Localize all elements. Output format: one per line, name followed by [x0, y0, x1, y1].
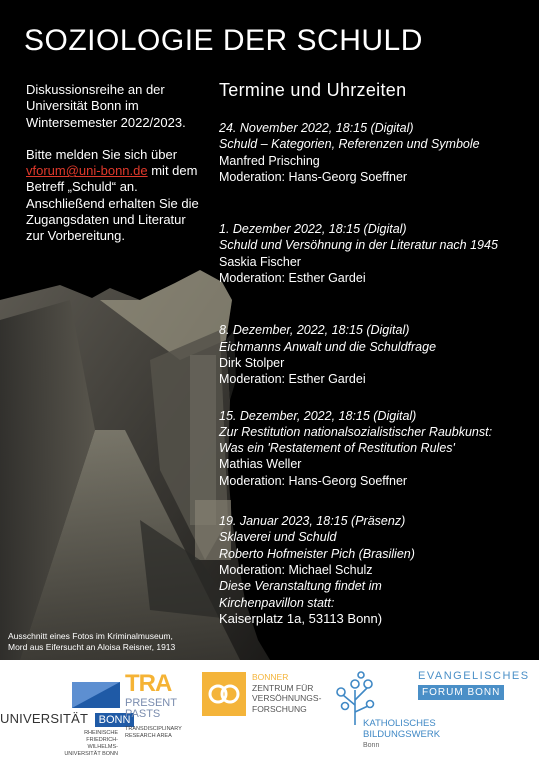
event-topic: Schuld – Kategorien, Referenzen und Symbole [219, 137, 480, 152]
tra-sub-line: TRANSDISCIPLINARY [125, 726, 182, 732]
event-speaker: Roberto Hofmeister Pich (Brasilien) [219, 546, 415, 561]
event-speaker: Dirk Stolper [219, 355, 285, 370]
zentrum-line: ZENTRUM FÜR [252, 682, 314, 693]
uni-logo-triangle [72, 682, 120, 708]
registration-text-before: Bitte melden Sie sich über [26, 146, 178, 162]
zentrum-mark [202, 672, 246, 716]
efb-top: EVANGELISCHES [418, 670, 530, 682]
event-moderation: Moderation: Esther Gardei [219, 372, 366, 387]
linked-rings-icon [202, 672, 246, 716]
event-moderation: Moderation: Hans-Georg Soeffner [219, 473, 408, 488]
uni-logo-mark [72, 682, 120, 708]
schedule-heading: Termine und Uhrzeiten [219, 80, 407, 100]
page-title: SOZIOLOGIE DER SCHULD [24, 24, 423, 57]
evangelisches-forum-logo[interactable] [418, 670, 534, 710]
schedule [219, 80, 531, 660]
event-topic: Zur Restitution nationalsozialistischer Raubkunst: [219, 424, 493, 439]
intro-text [26, 82, 204, 261]
event-topic: Schuld und Versöhnung in der Literatur nach 1945 [219, 238, 498, 253]
uni-bonn-logo[interactable] [0, 670, 130, 760]
tra-word: PASTS [125, 708, 161, 720]
event-item [219, 322, 531, 387]
tra-sub-line: RESEARCH AREA [125, 733, 172, 739]
event-speaker: Manfred Prisching [219, 153, 320, 168]
event-date: 8. Dezember, 2022, 18:15 (Digital) [219, 323, 410, 338]
tra-present-pasts-logo[interactable] [125, 672, 185, 762]
event-speaker: Saskia Fischer [219, 254, 301, 269]
event-date: 24. November 2022, 18:15 (Digital) [219, 121, 414, 135]
uni-sub-line: FRIEDRICH-WILHELMS- [86, 737, 118, 750]
event-moderation: Moderation: Esther Gardei [219, 271, 366, 286]
uni-name-box: BONN [95, 713, 135, 727]
event-item [219, 120, 531, 185]
tree-icon [335, 670, 375, 725]
email-link[interactable]: vforum@uni-bonn.de [26, 163, 148, 179]
tra-word: PRESENT [125, 697, 177, 709]
tra-subtitle [125, 726, 185, 740]
uni-sub-line: RHEINISCHE [84, 730, 118, 736]
zentrum-line: BONNER [252, 672, 289, 682]
tra-words [125, 698, 185, 720]
event-speaker: Mathias Weller [219, 457, 302, 472]
zentrum-line: FORSCHUNG [252, 703, 307, 714]
kbw-city: Bonn [363, 742, 380, 749]
event-note-line2: Kirchenpavillon statt: [219, 595, 335, 610]
event-note: Diese Veranstaltung findet im [219, 579, 382, 594]
sponsor-logos [0, 660, 539, 768]
efb-box: FORUM BONN [418, 685, 504, 700]
event-topic: Sklaverei und Schuld [219, 530, 337, 545]
event-place: Kaiserplatz 1a, 53113 Bonn) [219, 610, 383, 626]
kbw-text [363, 718, 440, 751]
event-moderation: Moderation: Hans-Georg Soeffner [219, 169, 408, 184]
uni-sub-line: UNIVERSITÄT BONN [64, 751, 118, 757]
kbw-line: BILDUNGSWERK [363, 729, 441, 740]
uni-subtitle [60, 730, 118, 758]
tra-letters: TRA [125, 670, 172, 697]
zentrum-line: VERSÖHNUNGS- [252, 693, 322, 703]
event-topic: Eichmanns Anwalt und die Schuldfrage [219, 339, 437, 354]
bonner-zentrum-logo[interactable] [202, 672, 332, 732]
uni-name [0, 710, 134, 728]
intro-paragraph: Diskussionsreihe an der Universität Bonn im Wintersemester 2022/2023. [26, 82, 186, 130]
event-date: 15. Dezember, 2022, 18:15 (Digital) [219, 408, 417, 423]
event-item [219, 221, 531, 286]
caption-line: Mord aus Eifersucht an Aloisa Reisner, 1913 [8, 642, 176, 652]
caption-line: Ausschnitt eines Fotos im Kriminalmuseum, [8, 631, 173, 641]
event-date: 1. Dezember 2022, 18:15 (Digital) [219, 222, 407, 237]
event-topic-line2: Was ein 'Restatement of Restitution Rules' [219, 441, 455, 456]
photo-caption [8, 631, 175, 653]
registration-text-after: mit dem Betreff „Schuld“ an. Anschließend erhalten Sie die Zugangsdaten und Literatur zur Vorbereitung. [26, 163, 199, 244]
event-moderation: Moderation: Michael Schulz [219, 562, 373, 577]
zentrum-text [252, 672, 321, 714]
registration-paragraph [26, 147, 204, 245]
uni-name-prefix: UNIVERSITÄT [0, 711, 89, 726]
event-item [219, 408, 531, 489]
event-item [219, 513, 531, 627]
kbw-line: KATHOLISCHES [363, 718, 436, 729]
event-date: 19. Januar 2023, 18:15 (Präsenz) [219, 514, 406, 529]
